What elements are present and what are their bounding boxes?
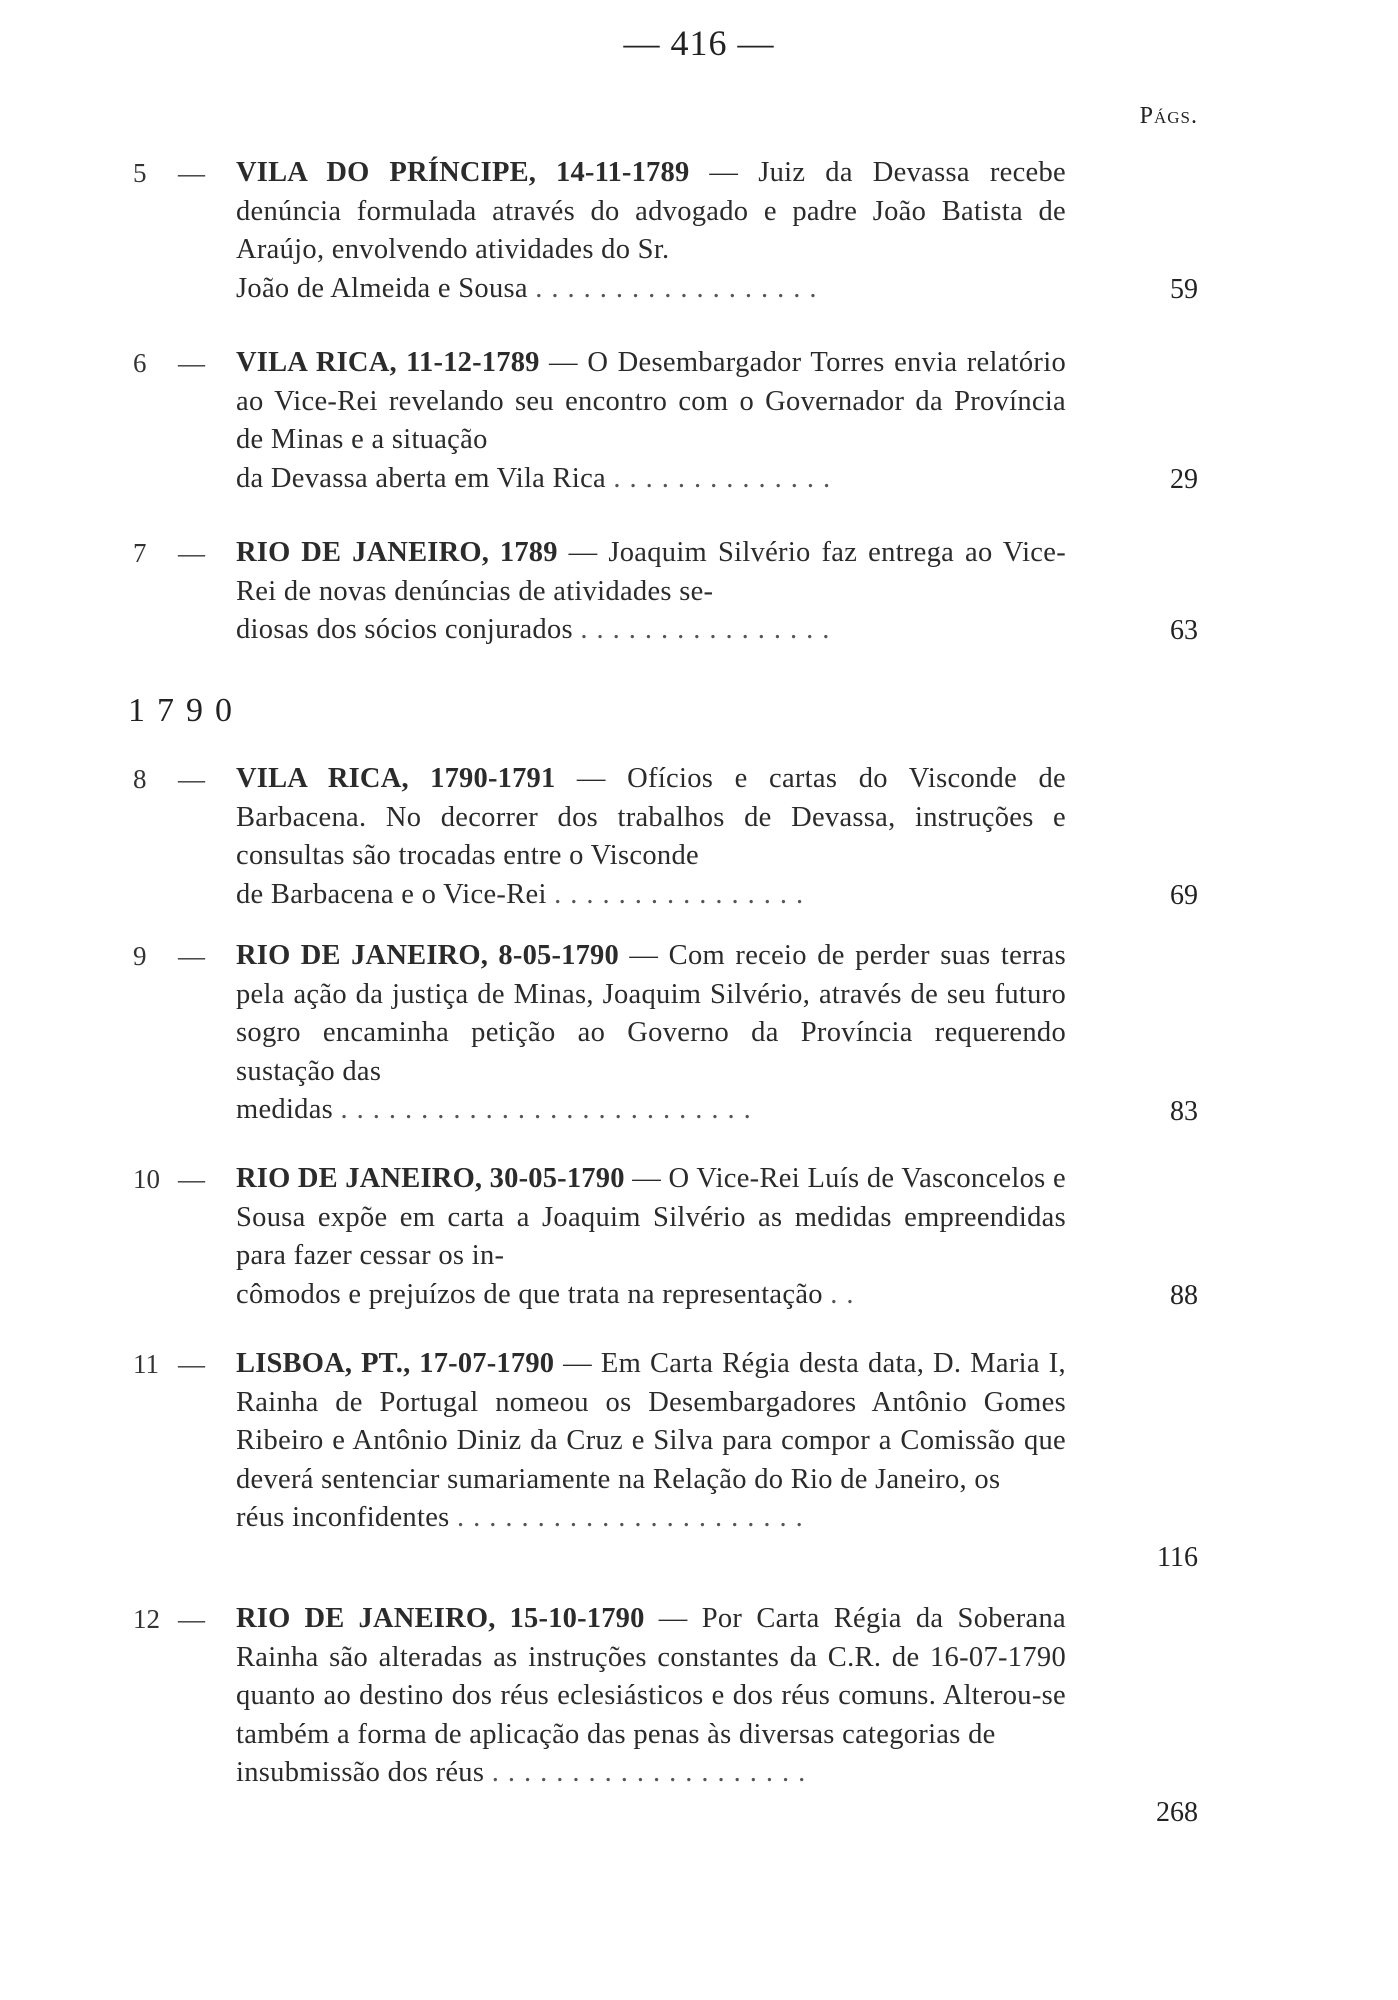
- entry-text: [236, 760, 1066, 914]
- entry-number: 5: [133, 158, 147, 188]
- entry-place-date: RIO DE JANEIRO, 1789: [236, 537, 558, 568]
- year-heading: 1790: [128, 692, 244, 729]
- entry-number: 7: [133, 538, 147, 568]
- entry-last-text: da Devassa aberta em Vila Rica: [236, 462, 606, 494]
- entry-last-line: [236, 876, 1066, 915]
- entry-last-line: [236, 1499, 1066, 1538]
- leader-dots: ................: [554, 878, 813, 910]
- leader-dots: ..: [830, 1278, 863, 1310]
- entry-last-line: [236, 460, 1066, 499]
- entry-number: 10: [133, 1164, 160, 1194]
- leader-dots: ....................: [491, 1757, 815, 1789]
- entry-number: 8: [133, 764, 147, 794]
- entry-last-line: [236, 1091, 1066, 1130]
- entry-text: [236, 937, 1066, 1130]
- entry-last-text: diosas dos sócios conjurados: [236, 614, 573, 646]
- entry-text: [236, 534, 1066, 650]
- entry-page-ref: 83: [1170, 1096, 1198, 1127]
- entry-page-ref: 268: [1156, 1797, 1198, 1828]
- entry-place-date: RIO DE JANEIRO, 8-05-1790: [236, 940, 619, 971]
- entry-last-line: [236, 1754, 1066, 1793]
- entry-number: 9: [133, 941, 147, 971]
- entry-last-text: João de Almeida e Sousa: [236, 272, 528, 304]
- entry-description: — O Vice-Rei Luís de Vasconcelos e Sousa expõe em carta a Joaquim Silvério as medidas empreendidas para fazer cessar os in-: [236, 1163, 1066, 1272]
- leader-dots: ................: [580, 614, 839, 646]
- entry-dash: —: [178, 941, 205, 971]
- entry-dash: —: [178, 538, 205, 568]
- entry-last-text: medidas: [236, 1094, 334, 1126]
- leader-dots: ......................: [456, 1502, 812, 1534]
- entry-last-text: insubmissão dos réus: [236, 1757, 485, 1789]
- entry-place-date: RIO DE JANEIRO, 15-10-1790: [236, 1603, 645, 1634]
- entry-dash: —: [178, 1349, 205, 1379]
- leader-dots: ..............: [613, 462, 840, 494]
- entry-last-line: [236, 1276, 1066, 1315]
- entry-last-line: [236, 270, 1066, 309]
- entry-page-ref: 63: [1170, 615, 1198, 646]
- entry-text: [236, 1600, 1066, 1793]
- entry-text: [236, 1160, 1066, 1314]
- entry-dash: —: [178, 1604, 205, 1634]
- entry-number: 6: [133, 348, 147, 378]
- entry-last-text: cômodos e prejuízos de que trata na representação: [236, 1278, 823, 1310]
- leader-dots: ..........................: [340, 1094, 760, 1126]
- entry-text: [236, 344, 1066, 498]
- entry-description: — Juiz da Devassa recebe denúncia formulada através do advogado e padre João Batista de Araújo, envolvendo atividades do Sr.: [236, 157, 1066, 266]
- entry-place-date: LISBOA, PT., 17-07-1790: [236, 1348, 555, 1379]
- entry-dash: —: [178, 348, 205, 378]
- entry-dash: —: [178, 764, 205, 794]
- entry-place-date: RIO DE JANEIRO, 30-05-1790: [236, 1163, 625, 1194]
- entry-page-ref: 59: [1170, 274, 1198, 305]
- entry-number: 12: [133, 1604, 160, 1634]
- leader-dots: ..................: [535, 272, 826, 304]
- entry-page-ref: 69: [1170, 880, 1198, 911]
- entry-description: — Joaquim Silvério faz entrega ao Vice-Rei de novas denúncias de atividades se-: [236, 537, 1067, 607]
- entry-page-ref: 88: [1170, 1280, 1198, 1311]
- entry-description: — O Desembargador Torres envia relatório ao Vice-Rei revelando seu encontro com o Governador da Província de Minas e a situação: [236, 347, 1066, 456]
- entry-place-date: VILA DO PRÍNCIPE, 14-11-1789: [236, 157, 690, 188]
- entry-place-date: VILA RICA, 11-12-1789: [236, 347, 540, 378]
- entry-place-date: VILA RICA, 1790-1791: [236, 763, 556, 794]
- entry-dash: —: [178, 1164, 205, 1194]
- entry-description: — Com receio de perder suas terras pela ação da justiça de Minas, Joaquim Silvério, através de seu futuro sogro encaminha petição ao Governo da Província requerendo sustação das: [236, 940, 1066, 1087]
- page-number: — 416 —: [623, 23, 775, 63]
- entry-last-line: [236, 611, 1066, 650]
- entry-text: [236, 154, 1066, 308]
- entry-dash: —: [178, 158, 205, 188]
- entry-page-ref: 29: [1170, 464, 1198, 495]
- entry-text: [236, 1345, 1066, 1538]
- entry-page-ref: 116: [1157, 1542, 1198, 1573]
- entry-last-text: réus inconfidentes: [236, 1502, 450, 1534]
- entry-description: — Em Carta Régia desta data, D. Maria I, Rainha de Portugal nomeou os Desembargadores Antônio Gomes Ribeiro e Antônio Diniz da Cruz e Silva para compor a Comissão que deverá sentenciar sumariamente na Relação do Rio de Janeiro, os: [236, 1348, 1066, 1495]
- entry-description: — Por Carta Régia da Soberana Rainha são alteradas as instruções constantes da C.R. de 16-07-1790 quanto ao destino dos réus eclesiásticos e dos réus comuns. Alterou-se também a forma de aplicação das penas às diversas categorias de: [236, 1603, 1066, 1750]
- entry-number: 11: [133, 1349, 159, 1379]
- entry-last-text: de Barbacena e o Vice-Rei: [236, 878, 547, 910]
- entry-description: — Ofícios e cartas do Visconde de Barbacena. No decorrer dos trabalhos de Devassa, instruções e consultas são trocadas entre o Visconde: [236, 763, 1066, 872]
- pages-column-label: Págs.: [1139, 103, 1198, 129]
